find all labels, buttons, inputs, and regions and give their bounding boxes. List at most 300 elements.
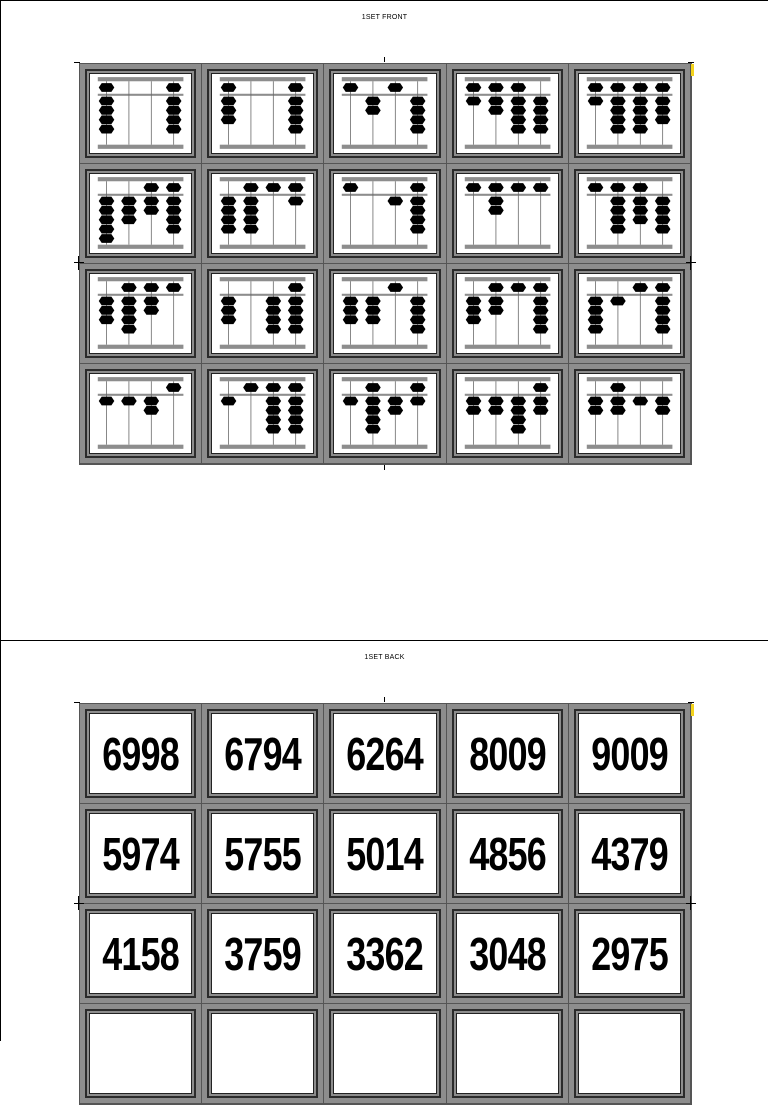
abacus-bead xyxy=(488,283,504,292)
abacus-bead xyxy=(99,125,115,134)
abacus-card xyxy=(80,164,202,264)
number-card xyxy=(447,804,569,904)
abacus-beam xyxy=(464,394,550,396)
card-number xyxy=(223,1014,302,1093)
abacus-bead xyxy=(410,225,426,234)
abacus-bead xyxy=(655,97,671,106)
abacus-bead xyxy=(488,406,504,415)
abacus-bottom-bar xyxy=(342,145,428,149)
abacus-bead xyxy=(488,306,504,315)
abacus-top-bar xyxy=(98,177,184,181)
abacus-top-bar xyxy=(342,277,428,281)
abacus-bead xyxy=(410,197,426,206)
abacus-bead xyxy=(266,183,282,192)
crop-mark xyxy=(384,465,385,470)
abacus-bead xyxy=(366,397,382,406)
abacus-bead xyxy=(532,315,548,324)
abacus-bead xyxy=(465,297,481,306)
abacus-icon xyxy=(90,174,191,253)
abacus-bead xyxy=(266,415,282,424)
abacus-bead xyxy=(632,125,648,134)
abacus-bead xyxy=(266,383,282,392)
abacus-bead xyxy=(655,283,671,292)
abacus-bead xyxy=(388,283,404,292)
abacus-bead xyxy=(465,97,481,106)
abacus-icon xyxy=(457,74,558,153)
abacus-bottom-bar xyxy=(220,445,306,449)
abacus-icon xyxy=(90,74,191,153)
abacus-icon xyxy=(90,374,191,453)
abacus-bead xyxy=(532,283,548,292)
abacus-bead xyxy=(510,415,526,424)
abacus-beam xyxy=(98,394,184,396)
abacus-bead xyxy=(532,106,548,115)
color-bar-icon xyxy=(691,704,694,716)
number-card xyxy=(447,704,569,804)
abacus-card xyxy=(202,364,324,464)
abacus-bead xyxy=(465,406,481,415)
abacus-bead xyxy=(99,197,115,206)
abacus-bead xyxy=(288,315,304,324)
abacus-bead xyxy=(166,183,182,192)
crop-mark xyxy=(688,702,694,703)
abacus-bead xyxy=(488,106,504,115)
abacus-bead xyxy=(410,297,426,306)
abacus-beam xyxy=(587,394,673,396)
abacus-beam xyxy=(342,294,428,296)
abacus-bottom-bar xyxy=(587,445,673,449)
abacus-bead xyxy=(266,325,282,334)
abacus-icon xyxy=(212,174,313,253)
color-bar-icon xyxy=(691,64,694,76)
abacus-bead xyxy=(266,315,282,324)
abacus-bead xyxy=(610,125,626,134)
abacus-bead xyxy=(288,125,304,134)
abacus-bead xyxy=(632,283,648,292)
abacus-bead xyxy=(288,183,304,192)
front-page-title: 1SET FRONT xyxy=(361,14,408,21)
abacus-bead xyxy=(655,106,671,115)
abacus-bead xyxy=(488,197,504,206)
abacus-bead xyxy=(532,406,548,415)
abacus-bead xyxy=(632,106,648,115)
number-card xyxy=(324,904,446,1004)
abacus-bead xyxy=(610,383,626,392)
abacus-top-bar xyxy=(98,277,184,281)
abacus-bead xyxy=(388,83,404,92)
abacus-icon xyxy=(212,274,313,353)
abacus-beam xyxy=(220,294,306,296)
abacus-bead xyxy=(166,383,182,392)
abacus-bead xyxy=(243,183,259,192)
abacus-bead xyxy=(610,197,626,206)
number-card xyxy=(569,904,691,1004)
abacus-bead xyxy=(588,397,604,406)
number-card xyxy=(324,1004,446,1104)
abacus-bead xyxy=(655,306,671,315)
abacus-bead xyxy=(221,115,237,124)
abacus-bead xyxy=(221,297,237,306)
abacus-bead xyxy=(588,183,604,192)
abacus-bead xyxy=(488,183,504,192)
abacus-top-bar xyxy=(464,277,550,281)
abacus-bead xyxy=(288,415,304,424)
abacus-bead xyxy=(288,397,304,406)
abacus-bead xyxy=(166,283,182,292)
card-number: 3048 xyxy=(468,927,546,980)
abacus-bottom-bar xyxy=(587,345,673,349)
abacus-bead xyxy=(488,97,504,106)
abacus-bead xyxy=(288,83,304,92)
abacus-bead xyxy=(655,206,671,215)
number-card xyxy=(569,704,691,804)
abacus-beam xyxy=(98,294,184,296)
abacus-bead xyxy=(488,297,504,306)
abacus-bead xyxy=(288,325,304,334)
abacus-bead xyxy=(343,83,359,92)
abacus-bottom-bar xyxy=(98,245,184,249)
abacus-top-bar xyxy=(587,377,673,381)
abacus-bead xyxy=(288,383,304,392)
abacus-bead xyxy=(121,297,137,306)
card-number xyxy=(468,1014,547,1093)
abacus-bead xyxy=(588,97,604,106)
card-number: 8009 xyxy=(468,727,546,780)
abacus-bead xyxy=(343,315,359,324)
abacus-bead xyxy=(288,97,304,106)
abacus-bottom-bar xyxy=(220,345,306,349)
abacus-bead xyxy=(99,206,115,215)
abacus-bead xyxy=(243,225,259,234)
abacus-icon xyxy=(334,374,435,453)
abacus-card xyxy=(324,164,446,264)
abacus-icon xyxy=(212,374,313,453)
abacus-bead xyxy=(99,225,115,234)
abacus-bead xyxy=(266,406,282,415)
abacus-bead xyxy=(288,197,304,206)
abacus-card xyxy=(202,64,324,164)
abacus-bottom-bar xyxy=(464,145,550,149)
abacus-top-bar xyxy=(220,377,306,381)
crop-mark xyxy=(688,62,694,63)
card-number: 5755 xyxy=(224,827,302,880)
abacus-bead xyxy=(465,83,481,92)
crop-mark xyxy=(78,256,79,270)
abacus-top-bar xyxy=(98,77,184,81)
abacus-bead xyxy=(121,215,137,224)
abacus-bead xyxy=(144,183,160,192)
abacus-icon xyxy=(334,74,435,153)
abacus-bottom-bar xyxy=(220,245,306,249)
abacus-bead xyxy=(532,325,548,334)
abacus-bottom-bar xyxy=(220,145,306,149)
abacus-top-bar xyxy=(342,177,428,181)
abacus-bead xyxy=(99,297,115,306)
abacus-bead xyxy=(610,206,626,215)
card-number: 6264 xyxy=(346,727,424,780)
abacus-bead xyxy=(144,397,160,406)
abacus-top-bar xyxy=(464,77,550,81)
abacus-bead xyxy=(144,206,160,215)
crop-mark xyxy=(74,903,84,904)
abacus-bead xyxy=(510,106,526,115)
abacus-card xyxy=(447,364,569,464)
abacus-bead xyxy=(99,97,115,106)
crop-mark xyxy=(690,256,691,270)
abacus-bead xyxy=(99,315,115,324)
abacus-card xyxy=(202,164,324,264)
abacus-icon xyxy=(579,74,680,153)
abacus-bottom-bar xyxy=(342,345,428,349)
abacus-bead xyxy=(465,183,481,192)
abacus-bead xyxy=(632,115,648,124)
abacus-bead xyxy=(410,325,426,334)
abacus-bead xyxy=(144,297,160,306)
abacus-icon xyxy=(90,274,191,353)
abacus-bead xyxy=(121,283,137,292)
abacus-bead xyxy=(243,215,259,224)
card-number: 3759 xyxy=(224,927,302,980)
abacus-bead xyxy=(221,225,237,234)
abacus-bead xyxy=(410,183,426,192)
abacus-card xyxy=(447,264,569,364)
crop-mark xyxy=(384,697,385,702)
crop-mark xyxy=(690,896,691,910)
abacus-top-bar xyxy=(587,277,673,281)
abacus-bottom-bar xyxy=(587,145,673,149)
abacus-card xyxy=(324,64,446,164)
crop-mark xyxy=(74,62,80,63)
number-card xyxy=(447,1004,569,1104)
abacus-bead xyxy=(588,83,604,92)
abacus-bead xyxy=(488,206,504,215)
abacus-bead xyxy=(588,315,604,324)
abacus-beam xyxy=(220,94,306,96)
abacus-bead xyxy=(610,83,626,92)
abacus-bead xyxy=(121,197,137,206)
abacus-bead xyxy=(655,297,671,306)
abacus-bead xyxy=(343,297,359,306)
abacus-bead xyxy=(410,397,426,406)
abacus-bead xyxy=(166,215,182,224)
abacus-bead xyxy=(610,106,626,115)
number-card xyxy=(202,704,324,804)
abacus-bead xyxy=(465,306,481,315)
abacus-top-bar xyxy=(220,277,306,281)
abacus-icon xyxy=(212,74,313,153)
abacus-beam xyxy=(464,194,550,196)
abacus-card xyxy=(447,164,569,264)
abacus-bead xyxy=(221,215,237,224)
abacus-top-bar xyxy=(220,77,306,81)
abacus-beam xyxy=(464,294,550,296)
abacus-bead xyxy=(655,406,671,415)
abacus-bead xyxy=(655,225,671,234)
abacus-icon xyxy=(457,274,558,353)
card-number: 5014 xyxy=(346,827,424,880)
abacus-bead xyxy=(532,125,548,134)
abacus-bead xyxy=(510,115,526,124)
abacus-bead xyxy=(388,197,404,206)
abacus-bead xyxy=(588,325,604,334)
abacus-bead xyxy=(221,397,237,406)
abacus-bead xyxy=(510,183,526,192)
abacus-bead xyxy=(343,397,359,406)
abacus-bead xyxy=(465,315,481,324)
abacus-bead xyxy=(655,197,671,206)
abacus-bead xyxy=(610,406,626,415)
abacus-bead xyxy=(166,83,182,92)
abacus-bead xyxy=(266,397,282,406)
abacus-beam xyxy=(98,94,184,96)
number-card xyxy=(202,804,324,904)
abacus-bead xyxy=(610,115,626,124)
abacus-card xyxy=(80,364,202,464)
abacus-bead xyxy=(510,97,526,106)
abacus-bead xyxy=(366,306,382,315)
abacus-card xyxy=(569,64,691,164)
abacus-bead xyxy=(366,315,382,324)
crop-mark xyxy=(686,262,696,263)
abacus-top-bar xyxy=(220,177,306,181)
abacus-bottom-bar xyxy=(98,345,184,349)
abacus-bottom-bar xyxy=(342,245,428,249)
crop-mark xyxy=(686,903,696,904)
abacus-bead xyxy=(99,397,115,406)
abacus-top-bar xyxy=(464,177,550,181)
number-card xyxy=(80,704,202,804)
abacus-bead xyxy=(221,206,237,215)
abacus-bead xyxy=(410,115,426,124)
abacus-bottom-bar xyxy=(98,145,184,149)
abacus-icon xyxy=(457,174,558,253)
abacus-bead xyxy=(266,297,282,306)
crop-mark xyxy=(384,57,385,62)
number-card xyxy=(202,1004,324,1104)
abacus-bead xyxy=(266,306,282,315)
abacus-bead xyxy=(655,315,671,324)
card-number: 4379 xyxy=(591,827,668,880)
abacus-bead xyxy=(632,397,648,406)
abacus-bead xyxy=(632,97,648,106)
abacus-bead xyxy=(532,297,548,306)
abacus-bead xyxy=(221,106,237,115)
number-card xyxy=(447,904,569,1004)
number-card xyxy=(569,804,691,904)
abacus-bead xyxy=(410,383,426,392)
crop-mark xyxy=(78,896,79,910)
abacus-icon xyxy=(334,174,435,253)
abacus-bead xyxy=(166,206,182,215)
abacus-bead xyxy=(532,115,548,124)
abacus-bead xyxy=(388,397,404,406)
abacus-bead xyxy=(99,234,115,243)
abacus-top-bar xyxy=(342,377,428,381)
abacus-card xyxy=(569,364,691,464)
abacus-bead xyxy=(655,83,671,92)
abacus-bead xyxy=(366,425,382,434)
abacus-bead xyxy=(166,106,182,115)
abacus-bead xyxy=(610,225,626,234)
abacus-top-bar xyxy=(464,377,550,381)
abacus-bead xyxy=(288,106,304,115)
abacus-bead xyxy=(532,383,548,392)
abacus-beam xyxy=(220,194,306,196)
front-card-grid xyxy=(79,63,692,465)
abacus-beam xyxy=(98,194,184,196)
abacus-bead xyxy=(510,283,526,292)
abacus-bead xyxy=(221,83,237,92)
abacus-bottom-bar xyxy=(587,245,673,249)
abacus-bead xyxy=(632,183,648,192)
abacus-bead xyxy=(366,106,382,115)
abacus-bead xyxy=(288,406,304,415)
abacus-bottom-bar xyxy=(342,445,428,449)
abacus-card xyxy=(324,264,446,364)
abacus-bead xyxy=(121,206,137,215)
abacus-bead xyxy=(343,306,359,315)
abacus-icon xyxy=(579,174,680,253)
abacus-bead xyxy=(655,325,671,334)
card-number: 4856 xyxy=(468,827,546,880)
abacus-bead xyxy=(632,197,648,206)
abacus-bead xyxy=(410,306,426,315)
abacus-bead xyxy=(243,206,259,215)
abacus-bead xyxy=(465,397,481,406)
number-card xyxy=(569,1004,691,1104)
card-number: 4158 xyxy=(102,927,179,980)
abacus-bead xyxy=(588,406,604,415)
abacus-bead xyxy=(510,397,526,406)
back-page-title: 1SET BACK xyxy=(364,654,405,661)
abacus-bead xyxy=(288,297,304,306)
abacus-bead xyxy=(655,215,671,224)
abacus-beam xyxy=(587,94,673,96)
card-number: 3362 xyxy=(346,927,424,980)
abacus-bead xyxy=(99,215,115,224)
abacus-top-bar xyxy=(587,77,673,81)
abacus-card xyxy=(80,64,202,164)
abacus-bead xyxy=(288,115,304,124)
abacus-bead xyxy=(532,97,548,106)
abacus-bead xyxy=(510,125,526,134)
abacus-bead xyxy=(610,97,626,106)
abacus-beam xyxy=(220,394,306,396)
abacus-bead xyxy=(410,206,426,215)
abacus-bead xyxy=(99,83,115,92)
card-number: 6998 xyxy=(102,727,179,780)
abacus-icon xyxy=(334,274,435,353)
abacus-bead xyxy=(99,115,115,124)
abacus-bead xyxy=(366,97,382,106)
abacus-bead xyxy=(266,425,282,434)
number-card xyxy=(80,1004,202,1104)
abacus-bead xyxy=(121,315,137,324)
abacus-bead xyxy=(166,225,182,234)
abacus-bead xyxy=(632,206,648,215)
abacus-bead xyxy=(166,115,182,124)
card-number xyxy=(346,1014,425,1093)
abacus-card xyxy=(569,264,691,364)
abacus-bead xyxy=(388,406,404,415)
abacus-bead xyxy=(588,306,604,315)
number-card xyxy=(324,804,446,904)
card-number xyxy=(590,1014,669,1093)
abacus-bead xyxy=(655,115,671,124)
abacus-bead xyxy=(410,106,426,115)
abacus-bead xyxy=(410,315,426,324)
abacus-beam xyxy=(342,394,428,396)
